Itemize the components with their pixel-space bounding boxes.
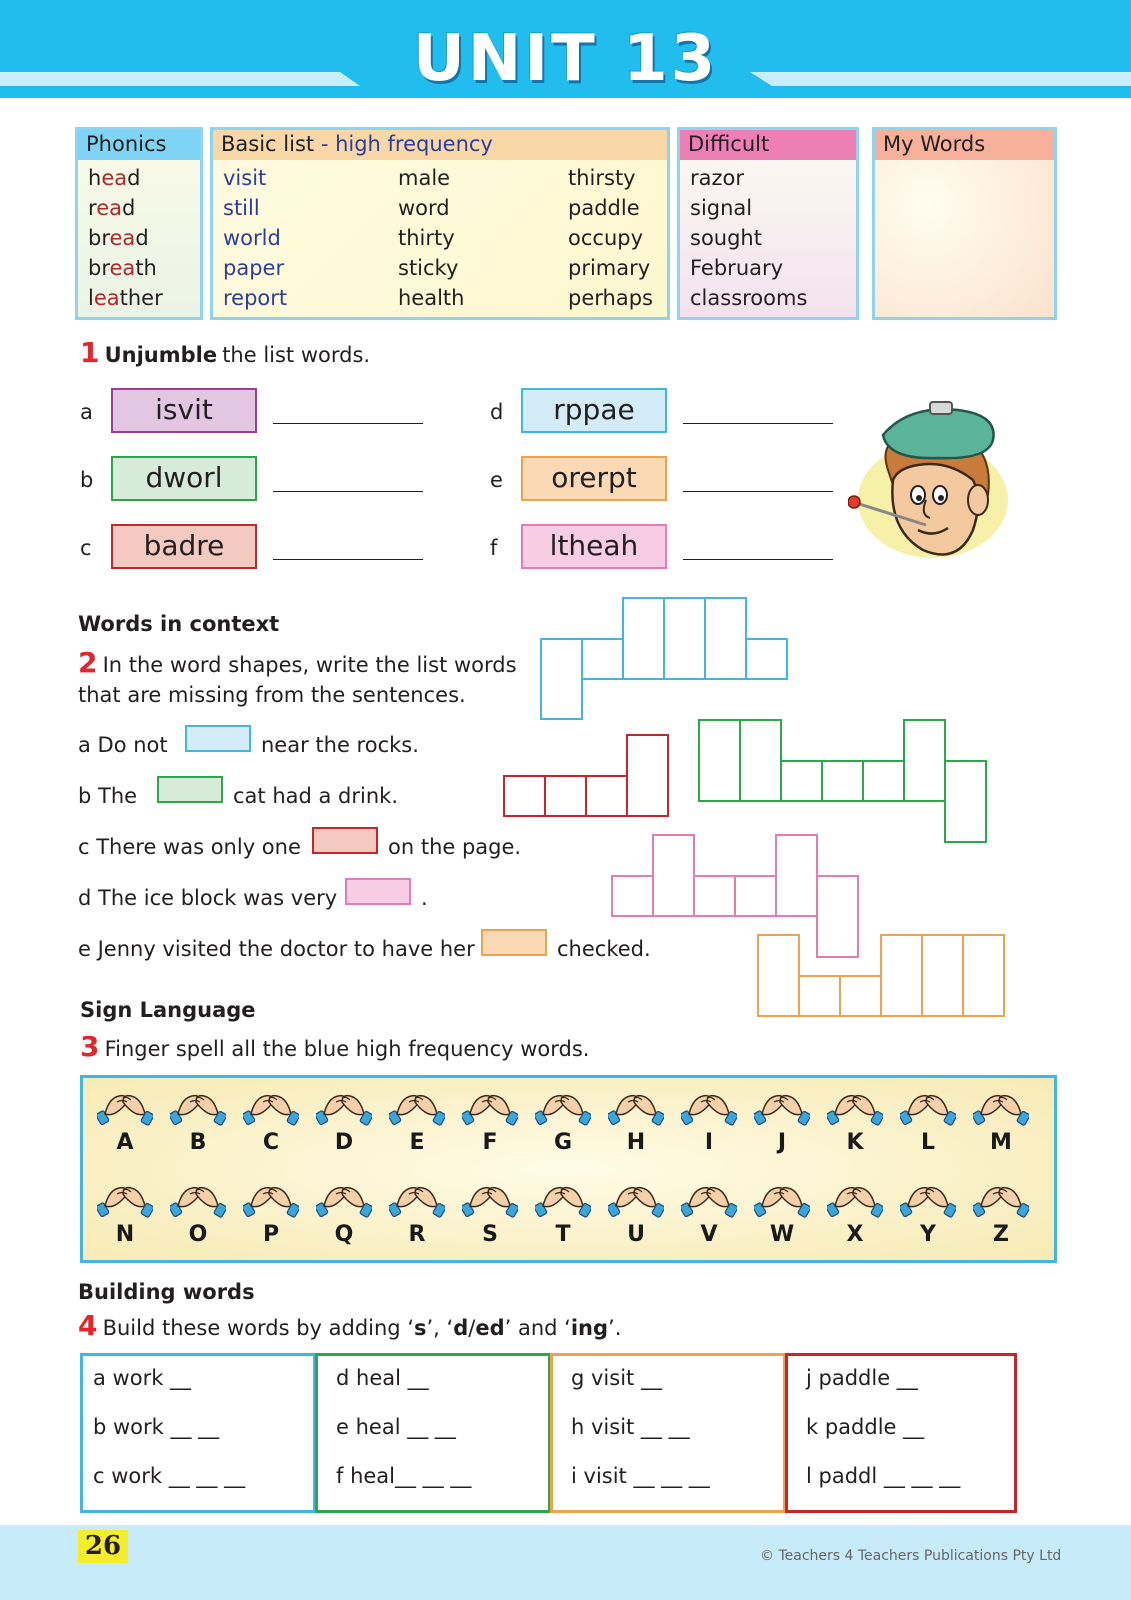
q4-text-pre: Build these words by adding ‘	[102, 1316, 414, 1340]
sign-letter: D	[334, 1130, 354, 1155]
word-shape-cell[interactable]	[862, 760, 905, 802]
sign-language-hand-icon	[900, 1178, 956, 1220]
unjumble-word-box: orerpt	[521, 456, 667, 501]
sentence-text: b The	[78, 784, 138, 808]
sign-letter: A	[116, 1130, 134, 1155]
q2-text-line1: In the word shapes, write the list words	[102, 653, 517, 677]
sentence-text: a Do not	[78, 733, 168, 757]
q3-heading	[80, 1030, 590, 1063]
phonics-word-pre: h	[88, 166, 102, 190]
unjumble-letter: a	[80, 400, 93, 424]
unjumble-answer-line[interactable]	[683, 423, 833, 424]
word-shape-cell[interactable]	[816, 875, 859, 958]
unjumble-word-box: dworl	[111, 456, 257, 501]
sign-language-hand-icon	[608, 1086, 664, 1128]
word-shape-cell[interactable]	[780, 760, 823, 802]
sign-letter: X	[846, 1222, 864, 1247]
basic-list-subtitle: - high frequency	[320, 132, 493, 156]
word-shape-cell[interactable]	[775, 834, 818, 917]
sign-language-hand-icon	[243, 1086, 299, 1128]
sign-language-hand-icon	[462, 1086, 518, 1128]
basic-list-header	[213, 130, 667, 160]
basic-list	[210, 127, 670, 320]
phonics-word-highlight: ea	[93, 286, 120, 310]
unjumble-letter: d	[490, 400, 504, 424]
word-shape-cell[interactable]	[921, 934, 964, 1017]
phonics-word-post: th	[135, 256, 157, 280]
sentence-blank[interactable]	[312, 827, 378, 854]
q4-heading	[78, 1309, 621, 1342]
word-shape-cell[interactable]	[663, 597, 706, 680]
sign-language-hand-icon	[243, 1178, 299, 1220]
sign-language-hand-icon	[754, 1086, 810, 1128]
building-words-row[interactable]: c work __ __ __	[93, 1464, 246, 1488]
phonics-word	[88, 193, 200, 223]
sign-language-hand-icon	[170, 1178, 226, 1220]
sentence-blank[interactable]	[185, 725, 251, 752]
word-shape-cell[interactable]	[652, 834, 695, 917]
page-number: 26	[78, 1530, 128, 1563]
sign-language-hand-icon	[973, 1178, 1029, 1220]
building-words-box	[785, 1353, 1017, 1513]
sentence-text: e Jenny visited the doctor to have her	[78, 937, 475, 961]
building-words-row[interactable]: d heal __	[336, 1366, 429, 1390]
sign-letter: T	[555, 1222, 571, 1247]
my-words-list	[872, 127, 1057, 320]
phonics-word-post: d	[127, 166, 141, 190]
sick-boy-illustration	[848, 400, 1018, 580]
unjumble-word-box: rppae	[521, 388, 667, 433]
difficult-words	[680, 160, 856, 313]
sentence-text-end: .	[421, 886, 428, 910]
word-shape-cell[interactable]	[622, 597, 665, 680]
basic-word: world	[223, 226, 281, 250]
word-shape-cell[interactable]	[540, 638, 583, 720]
building-words-row[interactable]: l paddl __ __ __	[806, 1464, 961, 1488]
word-shape-cell[interactable]	[585, 775, 628, 817]
sign-letter: L	[920, 1130, 936, 1155]
building-words-row[interactable]: h visit __ __	[571, 1415, 690, 1439]
word-shape-cell[interactable]	[626, 734, 669, 817]
basic-word: still	[223, 196, 260, 220]
phonics-word-pre: r	[88, 196, 97, 220]
basic-word: perhaps	[568, 286, 653, 310]
sign-language-panel	[80, 1075, 1057, 1263]
phonics-word-pre: br	[88, 226, 110, 250]
phonics-word-highlight: ea	[96, 196, 122, 220]
sentence-text: c There was only one	[78, 835, 301, 859]
sentence-text: d The ice block was very	[78, 886, 338, 910]
sign-letter: Y	[920, 1222, 936, 1247]
sign-language-hand-icon	[827, 1178, 883, 1220]
unjumble-answer-line[interactable]	[273, 559, 423, 560]
phonics-word	[88, 163, 200, 193]
q4-slash: /	[468, 1316, 476, 1340]
basic-col-1	[223, 163, 287, 313]
sign-letter: C	[262, 1130, 280, 1155]
building-words-row[interactable]: b work __ __	[93, 1415, 220, 1439]
building-words-row[interactable]: e heal __ __	[336, 1415, 456, 1439]
q4-ed: ed	[475, 1316, 505, 1340]
q4-section-title: Building words	[78, 1280, 255, 1304]
building-words-box	[550, 1353, 786, 1513]
sign-letter: G	[553, 1130, 573, 1155]
sign-language-hand-icon	[316, 1086, 372, 1128]
sign-letter: P	[262, 1222, 280, 1247]
sentence-text-end: checked.	[557, 937, 651, 961]
sign-letter: U	[627, 1222, 645, 1247]
sign-language-hand-icon	[462, 1178, 518, 1220]
difficult-word: razor	[690, 166, 745, 190]
basic-word: sticky	[398, 256, 459, 280]
word-shape-cell[interactable]	[962, 934, 1005, 1017]
unjumble-word-box: isvit	[111, 388, 257, 433]
difficult-word: signal	[690, 196, 753, 220]
phonics-word-post: ther	[119, 286, 163, 310]
word-shape-cell[interactable]	[798, 975, 841, 1017]
sign-language-hand-icon	[389, 1086, 445, 1128]
sign-letter: R	[408, 1222, 426, 1247]
sign-letter: V	[700, 1222, 718, 1247]
phonics-word-highlight: ea	[101, 166, 128, 190]
sign-language-hand-icon	[535, 1178, 591, 1220]
sign-language-hand-icon	[827, 1086, 883, 1128]
sign-language-hand-icon	[535, 1086, 591, 1128]
q1-text: the list words.	[222, 343, 371, 367]
sentence-text-end: on the page.	[388, 835, 522, 859]
sign-letter: S	[482, 1222, 498, 1247]
word-shape-cell[interactable]	[739, 719, 782, 802]
phonics-word-pre: l	[88, 286, 94, 310]
q4-d: d	[453, 1316, 469, 1340]
sign-letter: N	[115, 1222, 135, 1247]
q4-number: 4	[78, 1309, 98, 1342]
sign-letter: Q	[334, 1222, 354, 1247]
word-shape-cell[interactable]	[757, 934, 800, 1017]
sign-language-hand-icon	[681, 1178, 737, 1220]
unjumble-letter: f	[490, 536, 498, 560]
phonics-word-pre: br	[88, 256, 110, 280]
sign-language-hand-icon	[316, 1178, 372, 1220]
sign-letter: Z	[993, 1222, 1009, 1247]
word-shape-cell[interactable]	[903, 719, 946, 802]
word-shape-cell[interactable]	[704, 597, 747, 680]
basic-word: male	[398, 166, 451, 190]
sign-language-hand-icon	[170, 1086, 226, 1128]
sentence-blank[interactable]	[345, 878, 411, 905]
word-shape-cell[interactable]	[745, 638, 788, 680]
q4-ing: ing	[570, 1316, 609, 1340]
phonics-words	[78, 160, 200, 313]
q2-heading	[78, 646, 517, 679]
basic-word: report	[223, 286, 288, 310]
phonics-list	[75, 127, 203, 320]
phonics-word-highlight: ea	[109, 226, 136, 250]
difficult-list	[677, 127, 859, 320]
building-words-row[interactable]: g visit __	[571, 1366, 662, 1390]
building-words-row[interactable]: k paddle __	[806, 1415, 925, 1439]
sentence-blank[interactable]	[157, 776, 223, 803]
word-shape-cell[interactable]	[581, 638, 624, 680]
q4-text-post: ’.	[608, 1316, 622, 1340]
basic-word: thirsty	[568, 166, 636, 190]
sign-letter: B	[189, 1130, 207, 1155]
basic-word: health	[398, 286, 465, 310]
building-words-row[interactable]: f heal__ __ __	[336, 1464, 472, 1488]
basic-word: paddle	[568, 196, 640, 220]
basic-word: occupy	[568, 226, 644, 250]
q3-number: 3	[80, 1030, 100, 1063]
sign-language-hand-icon	[97, 1086, 153, 1128]
sign-language-hand-icon	[389, 1178, 445, 1220]
sentence-text-end: cat had a drink.	[233, 784, 398, 808]
unjumble-answer-line[interactable]	[273, 491, 423, 492]
basic-word: primary	[568, 256, 651, 280]
sign-letter: J	[777, 1130, 787, 1155]
basic-word: paper	[223, 256, 285, 280]
q2-section-title: Words in context	[78, 612, 280, 636]
phonics-word	[88, 253, 200, 283]
difficult-word: February	[690, 256, 784, 280]
phonics-word	[88, 223, 200, 253]
q3-text: Finger spell all the blue high frequency words.	[104, 1037, 590, 1061]
sign-letter: M	[990, 1130, 1012, 1155]
building-words-row[interactable]: i visit __ __ __	[571, 1464, 710, 1488]
sign-letter: H	[626, 1130, 646, 1155]
basic-col-3	[568, 163, 653, 313]
sign-language-hand-icon	[608, 1178, 664, 1220]
phonics-word	[88, 283, 200, 313]
word-shape-cell[interactable]	[880, 934, 923, 1017]
q3-section-title: Sign Language	[80, 998, 256, 1022]
word-shape-cell[interactable]	[503, 775, 546, 817]
sign-letter: W	[769, 1222, 795, 1247]
unjumble-letter: b	[80, 468, 94, 492]
q4-sep2: ’ and ‘	[504, 1316, 571, 1340]
building-words-box	[315, 1353, 551, 1513]
unjumble-word-box: badre	[111, 524, 257, 569]
unjumble-letter: e	[490, 468, 503, 492]
word-shape-cell[interactable]	[693, 875, 736, 917]
q1-heading	[80, 336, 370, 369]
q2-text-line2: that are missing from the sentences.	[78, 683, 466, 707]
building-words-row[interactable]: j paddle __	[806, 1366, 918, 1390]
word-shape-cell[interactable]	[544, 775, 587, 817]
my-words-title: My Words	[875, 130, 1054, 160]
building-words-row[interactable]: a work __	[93, 1366, 192, 1390]
difficult-title: Difficult	[680, 130, 856, 160]
difficult-word: classrooms	[690, 286, 808, 310]
unjumble-letter: c	[80, 536, 92, 560]
sign-language-hand-icon	[973, 1086, 1029, 1128]
q4-s: s	[414, 1316, 427, 1340]
basic-col-2	[398, 163, 464, 313]
sign-letter: E	[409, 1130, 425, 1155]
word-shape-cell[interactable]	[944, 760, 987, 843]
q2-number: 2	[78, 646, 98, 679]
copyright: © Teachers 4 Teachers Publications Pty Ltd	[760, 1548, 1062, 1564]
sign-letter: F	[482, 1130, 498, 1155]
basic-list-title: Basic list	[221, 132, 315, 156]
phonics-word-post: d	[121, 196, 136, 220]
sign-letter: I	[704, 1130, 714, 1155]
word-shape-cell[interactable]	[734, 875, 777, 917]
sign-language-hand-icon	[681, 1086, 737, 1128]
word-shape-cell[interactable]	[839, 975, 882, 1017]
unjumble-answer-line[interactable]	[273, 423, 423, 424]
unjumble-answer-line[interactable]	[683, 491, 833, 492]
sign-letter: K	[846, 1130, 864, 1155]
q1-bold: Unjumble	[104, 343, 218, 367]
basic-word: visit	[223, 166, 267, 190]
building-words-box	[80, 1353, 316, 1513]
sentence-text-end: near the rocks.	[261, 733, 419, 757]
unjumble-word-box: ltheah	[521, 524, 667, 569]
sign-language-hand-icon	[97, 1178, 153, 1220]
basic-word: thirty	[398, 226, 455, 250]
sign-language-hand-icon	[754, 1178, 810, 1220]
sign-letter: O	[188, 1222, 208, 1247]
sentence-blank[interactable]	[481, 929, 547, 956]
phonics-word-highlight: ea	[109, 256, 136, 280]
q4-sep1: ’, ‘	[426, 1316, 454, 1340]
phonics-word-post: d	[135, 226, 149, 250]
q1-number: 1	[80, 336, 100, 369]
difficult-word: sought	[690, 226, 762, 250]
word-shape-cell[interactable]	[611, 875, 654, 917]
sign-language-hand-icon	[900, 1086, 956, 1128]
basic-word: word	[398, 196, 450, 220]
unit-title: UNIT 13	[412, 22, 719, 96]
unjumble-answer-line[interactable]	[683, 559, 833, 560]
word-shape-cell[interactable]	[821, 760, 864, 802]
phonics-title: Phonics	[78, 130, 200, 160]
word-shape-cell[interactable]	[698, 719, 741, 802]
